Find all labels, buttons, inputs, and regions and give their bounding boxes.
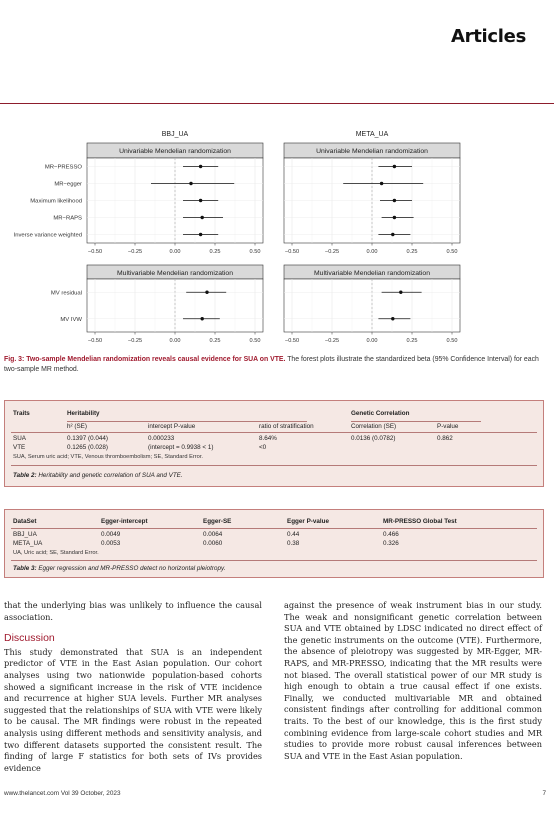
tick-label: 0.00: [169, 249, 181, 255]
table2-rule: [67, 421, 307, 422]
table3-title-text: Egger regression and MR-PRESSO detect no horizontal pleiotropy.: [38, 565, 226, 572]
table3-rule: [11, 528, 537, 529]
tick-label: −0.50: [87, 338, 103, 344]
table-cell: 8.64%: [259, 435, 277, 442]
table3-header: Egger-intercept: [101, 518, 148, 525]
table3-footnote: UA, Uric acid; SE, Standard Error.: [13, 550, 99, 556]
table-cell: VTE: [13, 444, 26, 451]
tick-label: 0.00: [366, 249, 378, 255]
table2-rule: [11, 432, 537, 433]
table2-title: [13, 472, 183, 479]
table-cell: 0.0053: [101, 540, 121, 547]
page-number: 7: [542, 790, 546, 797]
tick-label: −0.50: [284, 338, 300, 344]
method-label: Inverse variance weighted: [13, 232, 82, 239]
panel-strip-label: Multivariable Mendelian randomization: [314, 270, 430, 277]
tick-label: −0.25: [324, 249, 340, 255]
point-estimate: [199, 233, 202, 236]
body-left-column: [4, 600, 262, 774]
panel-strip-label: Multivariable Mendelian randomization: [117, 270, 233, 277]
tick-label: 0.00: [366, 338, 378, 344]
table-cell: 0.0049: [101, 531, 121, 538]
table-cell: 0.862: [437, 435, 453, 442]
table3-header: DataSet: [13, 518, 37, 525]
method-label: MR−egger: [54, 181, 82, 188]
table3-rule: [11, 560, 537, 561]
table-cell: (intercept = 0.9938 < 1): [148, 444, 214, 451]
point-estimate: [393, 216, 396, 219]
table2-rule: [351, 421, 481, 422]
table-3: [4, 509, 544, 578]
table2-subheader-p: P-value: [437, 423, 459, 430]
method-label: MR−RAPS: [53, 215, 82, 222]
body-paragraph: This study demonstrated that SUA is an independent predictor of VTE in the East Asian population. Our cohort analyses using two nationwide population-based cohorts showed a significant increase in the risk of VTE incidence and recurrence at higher SUA levels. Further MR analyses suggested that the relationships of SUA with VTE were likely to be causal. The MR findings were robust in the repeated analysis using different methods and sensitivity analysis, and two different datasets supported the consistent result. The finding of large F statistics for both sets of IVs provides evidence: [4, 646, 262, 773]
table-cell: <0: [259, 444, 267, 451]
section-title: Articles: [451, 26, 526, 47]
table2-header-genetic: Genetic Correlation: [351, 410, 410, 417]
table-cell: 0.466: [383, 531, 399, 538]
table-cell: BBJ_UA: [13, 531, 37, 538]
header-rule: [0, 103, 554, 104]
figure-caption-label: Fig. 3: Two-sample Mendelian randomization reveals causal evidence for SUA on VTE.: [4, 356, 286, 363]
point-estimate: [189, 182, 192, 185]
tick-label: −0.25: [127, 249, 143, 255]
point-estimate: [205, 291, 208, 294]
table-2: [4, 400, 544, 487]
method-label: MV IVW: [60, 316, 82, 323]
point-estimate: [391, 317, 394, 320]
tick-label: −0.25: [127, 338, 143, 344]
footer-journal: www.thelancet.com Vol 39 October, 2023: [4, 790, 121, 797]
table-cell: SUA: [13, 435, 26, 442]
table-cell: 0.0060: [203, 540, 223, 547]
table2-header-traits: Traits: [13, 410, 30, 417]
table-cell: 0.326: [383, 540, 399, 547]
table3-title-label: Table 3:: [13, 565, 39, 572]
panel-title-bbj: BBJ_UA: [161, 131, 189, 138]
table3-title: [13, 565, 225, 572]
table-cell: 0.1397 (0.044): [67, 435, 108, 442]
table2-footnote: SUA, Serum uric acid; VTE, Venous thromboembolism; SE, Standard Error.: [13, 454, 203, 460]
table2-subheader-corr: Correlation (SE): [351, 423, 397, 430]
table2-header-heritability: Heritability: [67, 410, 100, 417]
panel-title-meta: META_UA: [355, 131, 389, 138]
point-estimate: [199, 165, 202, 168]
tick-label: −0.50: [87, 249, 103, 255]
point-estimate: [201, 317, 204, 320]
panel-strip-label: Univariable Mendelian randomization: [316, 148, 428, 155]
tick-label: 0.25: [406, 338, 418, 344]
tick-label: 0.25: [209, 338, 221, 344]
tick-label: −0.25: [324, 338, 340, 344]
tick-label: 0.00: [169, 338, 181, 344]
point-estimate: [391, 233, 394, 236]
table2-subheader-h2: h² (SE): [67, 423, 87, 430]
body-paragraph: that the underlying bias was unlikely to influence the causal association.: [4, 600, 262, 622]
tick-label: 0.50: [446, 249, 458, 255]
point-estimate: [393, 165, 396, 168]
method-label: MR−PRESSO: [44, 164, 82, 171]
table-cell: META_UA: [13, 540, 43, 547]
tick-label: 0.50: [249, 338, 261, 344]
table3-header: Egger-SE: [203, 518, 232, 525]
body-right-column: [284, 600, 542, 762]
point-estimate: [380, 182, 383, 185]
tick-label: 0.25: [406, 249, 418, 255]
table2-subheader-intercept: intercept P-value: [148, 423, 196, 430]
table-cell: 0.0136 (0.0782): [351, 435, 396, 442]
tick-label: −0.50: [284, 249, 300, 255]
tick-label: 0.50: [446, 338, 458, 344]
body-paragraph: against the presence of weak instrument bias in our study. The weak and nonsignificant genetic correlation between SUA and VTE obtained by LDSC indicated no direct effect of the genetic instruments on the outcome (VTE). Furthermore, the absence of pleiotropy was suggested by MR-Egger, MR-RAPS, and MR-PRESSO, indicating that the MR results were not biased. The overall statistical power of our MR study is high enough to obtain a true causal effect if one exists. Finally, we conducted multivariable MR and obtained consistent findings after controlling for additional common traits. To the best of our knowledge, this is the first study combining evidence from large-scale cohort studies and MR studies to provide more robust causal inferences between SUA and VTE in the East Asian population.: [284, 600, 542, 761]
table2-subheader-ratio: ratio of stratification: [259, 423, 314, 430]
table-cell: 0.1265 (0.028): [67, 444, 108, 451]
page-header: [0, 0, 554, 103]
table2-title-text: Heritability and genetic correlation of SUA and VTE.: [38, 472, 183, 479]
table-cell: 0.38: [287, 540, 300, 547]
figure-caption: [4, 355, 544, 375]
table3-header: MR-PRESSO Global Test: [383, 518, 457, 525]
table-cell: 0.0064: [203, 531, 223, 538]
panel-strip-label: Univariable Mendelian randomization: [119, 148, 231, 155]
table-cell: 0.44: [287, 531, 300, 538]
point-estimate: [201, 216, 204, 219]
forest-plot-svg: [0, 127, 554, 352]
forest-plot-figure: [0, 127, 554, 352]
table2-title-label: Table 2:: [13, 472, 39, 479]
table-cell: 0.000233: [148, 435, 175, 442]
point-estimate: [393, 199, 396, 202]
discussion-heading: Discussion: [4, 632, 55, 645]
point-estimate: [399, 291, 402, 294]
table3-header: Egger P-value: [287, 518, 329, 525]
figure-caption-text: The forest plots illustrate the standardized beta (95% Confidence Interval) for each two-sample MR method.: [4, 356, 539, 373]
tick-label: 0.25: [209, 249, 221, 255]
method-label: Maximum likelihood: [30, 198, 82, 205]
method-label: MV residual: [50, 290, 82, 297]
table2-rule: [11, 465, 537, 466]
point-estimate: [199, 199, 202, 202]
tick-label: 0.50: [249, 249, 261, 255]
